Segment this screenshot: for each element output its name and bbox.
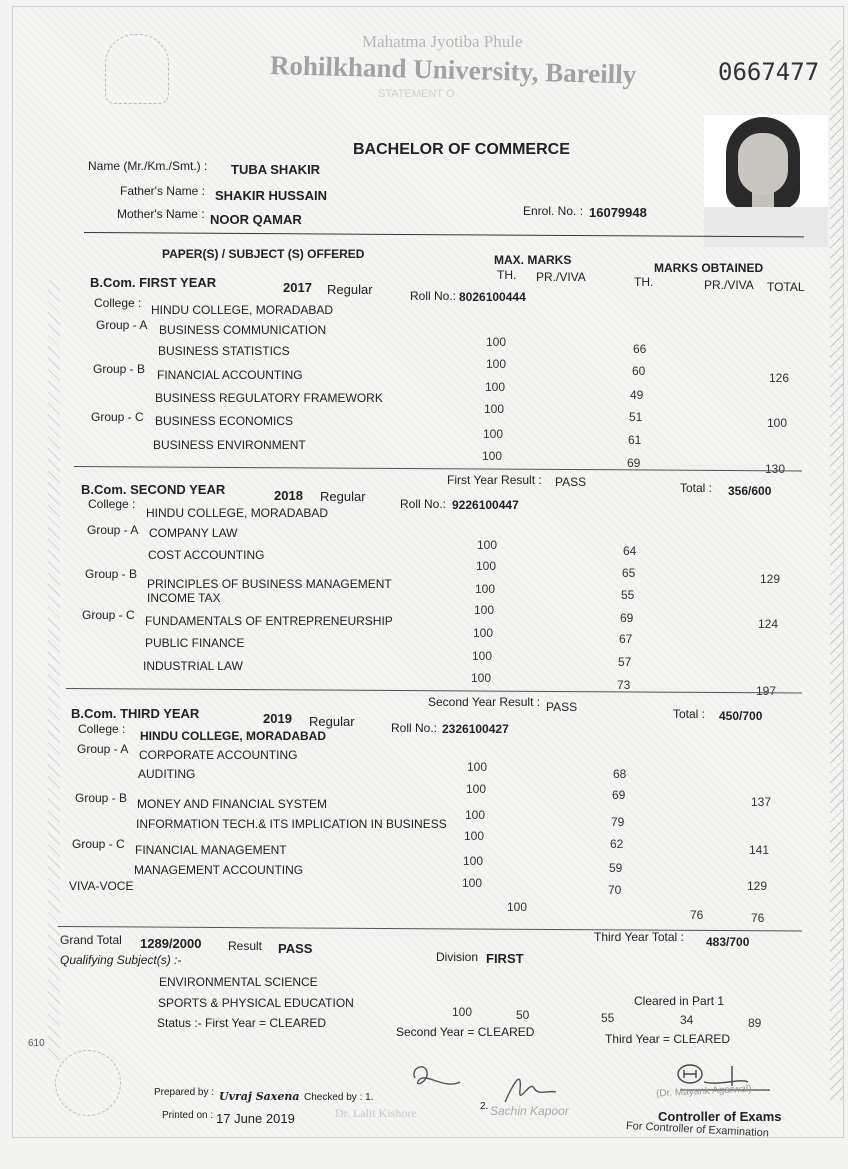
- second-year-roll-label: Roll No.:: [400, 497, 447, 511]
- third-year-college-label: College :: [78, 722, 126, 736]
- subject-name: BUSINESS STATISTICS: [158, 344, 290, 358]
- qualifying-subject: SPORTS & PHYSICAL EDUCATION: [158, 996, 354, 1010]
- obtained-marks: 73: [617, 678, 631, 692]
- group-label: Group - B: [93, 362, 146, 376]
- viva-max-marks: 100: [507, 900, 528, 914]
- prepared-by: Uvraj Saxena: [219, 1090, 300, 1103]
- subject-name: PUBLIC FINANCE: [145, 636, 245, 650]
- second-year-college: HINDU COLLEGE, MORADABAD: [146, 506, 329, 520]
- qualifying-subject: ENVIRONMENTAL SCIENCE: [159, 975, 318, 989]
- subject-name: BUSINESS ENVIRONMENT: [153, 438, 306, 452]
- group-total: 126: [769, 371, 790, 385]
- second-year-total: 450/700: [719, 709, 763, 723]
- subject-name: BUSINESS COMMUNICATION: [159, 323, 327, 337]
- first-year-title: B.Com. FIRST YEAR: [90, 275, 217, 290]
- second-year-total-label: Total :: [673, 707, 706, 721]
- second-year-college-label: College :: [88, 497, 136, 511]
- first-year-mode: Regular: [327, 282, 373, 297]
- max-marks: 100: [486, 335, 507, 349]
- max-marks: 100: [475, 582, 496, 596]
- obtained-marks: 65: [622, 566, 636, 580]
- group-total: 197: [756, 684, 777, 698]
- viva-voce-label: VIVA-VOCE: [69, 879, 134, 893]
- first-year-college-label: College :: [94, 296, 142, 310]
- obtained-marks: 66: [633, 342, 647, 356]
- col-obtained-header: MARKS OBTAINED: [654, 261, 764, 275]
- second-year-result: PASS: [546, 700, 578, 714]
- obtained-marks: 70: [608, 883, 622, 897]
- subject-name: INCOME TAX: [147, 591, 221, 605]
- cleared-part: Cleared in Part 1: [634, 994, 725, 1008]
- father-name: SHAKIR HUSSAIN: [215, 188, 327, 203]
- name-label: Name (Mr./Km./Smt.) :: [88, 159, 208, 173]
- subject-name: AUDITING: [138, 767, 196, 781]
- qualifying-obt-pr: 34: [680, 1013, 694, 1027]
- degree-title: BACHELOR OF COMMERCE: [353, 141, 570, 158]
- col-obt-pr: PR./VIVA: [704, 278, 754, 292]
- obtained-marks: 62: [610, 837, 624, 851]
- checked-by-2: Sachin Kapoor: [490, 1104, 569, 1118]
- subject-name: COST ACCOUNTING: [148, 548, 265, 562]
- obtained-marks: 69: [612, 788, 626, 802]
- max-marks: 100: [483, 427, 504, 441]
- group-total: 100: [767, 416, 788, 430]
- grand-total: 1289/2000: [140, 936, 202, 951]
- col-obt-total: TOTAL: [767, 280, 805, 294]
- max-marks: 100: [477, 538, 498, 552]
- obtained-marks: 55: [621, 588, 635, 602]
- second-year-year: 2018: [274, 488, 303, 503]
- subject-name: FINANCIAL MANAGEMENT: [135, 843, 287, 857]
- max-marks: 100: [465, 808, 486, 822]
- group-total: 137: [751, 795, 772, 809]
- controller-subtitle: For Controller of Examination: [625, 1120, 770, 1140]
- third-year-title: B.Com. THIRD YEAR: [71, 706, 200, 721]
- final-result: PASS: [278, 941, 313, 956]
- subject-name: FUNDAMENTALS OF ENTREPRENEURSHIP: [145, 614, 393, 628]
- group-total: 129: [760, 572, 781, 586]
- third-year-mode: Regular: [309, 714, 355, 729]
- second-year-mode: Regular: [320, 489, 366, 504]
- qualifying-max-th: 100: [452, 1005, 473, 1019]
- subject-name: COMPANY LAW: [149, 526, 238, 540]
- max-marks: 100: [485, 380, 506, 394]
- student-photo: [704, 115, 828, 247]
- border-pattern-left: [48, 280, 60, 1060]
- status-first-year: Status :- First Year = CLEARED: [157, 1016, 327, 1030]
- obtained-marks: 79: [611, 815, 625, 829]
- enrol-number: 16079948: [589, 205, 647, 220]
- viva-obtained: 76: [690, 908, 704, 922]
- max-marks: 100: [472, 649, 493, 663]
- third-year-total-label: Third Year Total :: [594, 930, 684, 944]
- second-year-result-label: Second Year Result :: [428, 695, 541, 709]
- obtained-marks: 61: [628, 433, 642, 447]
- max-marks: 100: [476, 559, 497, 573]
- first-year-roll-label: Roll No.:: [410, 289, 457, 303]
- printed-on: 17 June 2019: [216, 1111, 295, 1126]
- university-name-line1: Mahatma Jyotiba Phule: [362, 32, 523, 51]
- subject-name: MONEY AND FINANCIAL SYSTEM: [137, 797, 328, 811]
- subject-name: BUSINESS ECONOMICS: [155, 414, 294, 428]
- first-year-roll: 8026100444: [459, 290, 526, 304]
- col-obt-th: TH.: [634, 275, 654, 289]
- obtained-marks: 57: [618, 655, 632, 669]
- obtained-marks: 64: [623, 544, 637, 558]
- second-year-title: B.Com. SECOND YEAR: [81, 482, 226, 497]
- controller-title: Controller of Exams: [658, 1109, 782, 1124]
- enrol-label: Enrol. No. :: [523, 204, 584, 218]
- max-marks: 100: [486, 357, 507, 371]
- group-label: Group - C: [82, 608, 135, 622]
- first-year-year: 2017: [283, 280, 312, 295]
- subject-name: BUSINESS REGULATORY FRAMEWORK: [155, 391, 383, 405]
- status-second-year: Second Year = CLEARED: [396, 1025, 535, 1039]
- qualifying-label: Qualifying Subject(s) :-: [60, 953, 182, 967]
- max-marks: 100: [467, 760, 488, 774]
- obtained-marks: 49: [630, 388, 644, 402]
- third-year-total: 483/700: [706, 935, 750, 949]
- statement-watermark: STATEMENT O: [378, 88, 455, 100]
- max-marks: 100: [464, 829, 485, 843]
- division-label: Division: [436, 950, 479, 964]
- third-year-roll-label: Roll No.:: [391, 721, 438, 735]
- qualifying-max-pr: 50: [516, 1008, 530, 1022]
- first-year-total: 356/600: [728, 484, 772, 498]
- first-year-college: HINDU COLLEGE, MORADABAD: [151, 303, 334, 317]
- obtained-marks: 68: [613, 767, 627, 781]
- father-label: Father's Name :: [120, 184, 205, 198]
- mother-label: Mother's Name :: [117, 207, 205, 221]
- col-max-header: MAX. MARKS: [494, 253, 572, 267]
- second-year-roll: 9226100447: [452, 498, 519, 512]
- subject-name: INFORMATION TECH.& ITS IMPLICATION IN BUSINESS: [136, 817, 447, 831]
- qualifying-total: 89: [748, 1016, 762, 1030]
- university-name: Rohilkhand University, Bareilly: [269, 50, 637, 90]
- controller-name: (Dr. Mayank Agarwal): [655, 1083, 752, 1100]
- max-marks: 100: [482, 449, 503, 463]
- serial-number: 0667477: [718, 58, 820, 86]
- group-label: Group - C: [72, 837, 125, 851]
- border-pattern-right: [830, 40, 844, 1100]
- prepared-label: Prepared by :: [154, 1087, 215, 1098]
- third-year-roll: 2326100427: [442, 722, 509, 736]
- subject-name: MANAGEMENT ACCOUNTING: [134, 863, 304, 877]
- signature-icon: [500, 1070, 560, 1110]
- mother-name: NOOR QAMAR: [210, 212, 302, 227]
- subject-name: INDUSTRIAL LAW: [143, 659, 243, 673]
- obtained-marks: 59: [609, 861, 623, 875]
- qualifying-obt-th: 55: [601, 1011, 615, 1025]
- viva-total: 76: [751, 911, 765, 925]
- obtained-marks: 69: [620, 611, 634, 625]
- group-label: Group - A: [87, 523, 139, 537]
- division: FIRST: [486, 951, 524, 966]
- side-number: 610: [28, 1038, 45, 1049]
- obtained-marks: 67: [619, 632, 633, 646]
- printed-label: Printed on :: [162, 1110, 214, 1121]
- max-marks: 100: [463, 854, 484, 868]
- col-max-pr: PR./VIVA: [536, 270, 586, 284]
- first-year-total-label: Total :: [680, 481, 713, 495]
- group-total: 141: [749, 843, 770, 857]
- col-max-th: TH.: [497, 268, 517, 282]
- group-label: Group - A: [77, 742, 129, 756]
- obtained-marks: 69: [627, 456, 641, 470]
- max-marks: 100: [473, 626, 494, 640]
- checked-by-1: Dr. Lalit Kishore: [335, 1106, 417, 1120]
- first-year-result-label: First Year Result :: [447, 473, 542, 487]
- grand-total-label: Grand Total: [60, 933, 122, 947]
- university-seal-icon: [55, 1050, 121, 1116]
- col-papers-header: PAPER(S) / SUBJECT (S) OFFERED: [162, 247, 365, 261]
- max-marks: 100: [484, 402, 505, 416]
- subject-name: PRINCIPLES OF BUSINESS MANAGEMENT: [147, 577, 392, 591]
- signature-icon: [405, 1060, 465, 1096]
- group-label: Group - B: [85, 567, 138, 581]
- max-marks: 100: [471, 671, 492, 685]
- group-total: 129: [747, 879, 768, 893]
- obtained-marks: 60: [632, 364, 646, 378]
- group-total: 124: [758, 617, 779, 631]
- subject-name: CORPORATE ACCOUNTING: [139, 748, 298, 762]
- max-marks: 100: [474, 603, 495, 617]
- university-emblem-icon: [105, 34, 169, 104]
- group-total: 130: [765, 462, 786, 476]
- third-year-college: HINDU COLLEGE, MORADABAD: [140, 729, 326, 743]
- subject-name: FINANCIAL ACCOUNTING: [157, 368, 303, 382]
- student-name: TUBA SHAKIR: [231, 162, 321, 177]
- group-label: Group - A: [96, 318, 148, 332]
- checked-label: Checked by : 1.: [304, 1092, 374, 1103]
- max-marks: 100: [462, 876, 483, 890]
- third-year-year: 2019: [263, 711, 292, 726]
- max-marks: 100: [466, 782, 487, 796]
- group-label: Group - C: [91, 410, 144, 424]
- obtained-marks: 51: [629, 410, 643, 424]
- result-label: Result: [228, 939, 263, 953]
- group-label: Group - B: [75, 791, 128, 805]
- first-year-result: PASS: [555, 475, 587, 489]
- checked-by-2-number: 2.: [480, 1101, 489, 1112]
- status-third-year: Third Year = CLEARED: [605, 1032, 731, 1046]
